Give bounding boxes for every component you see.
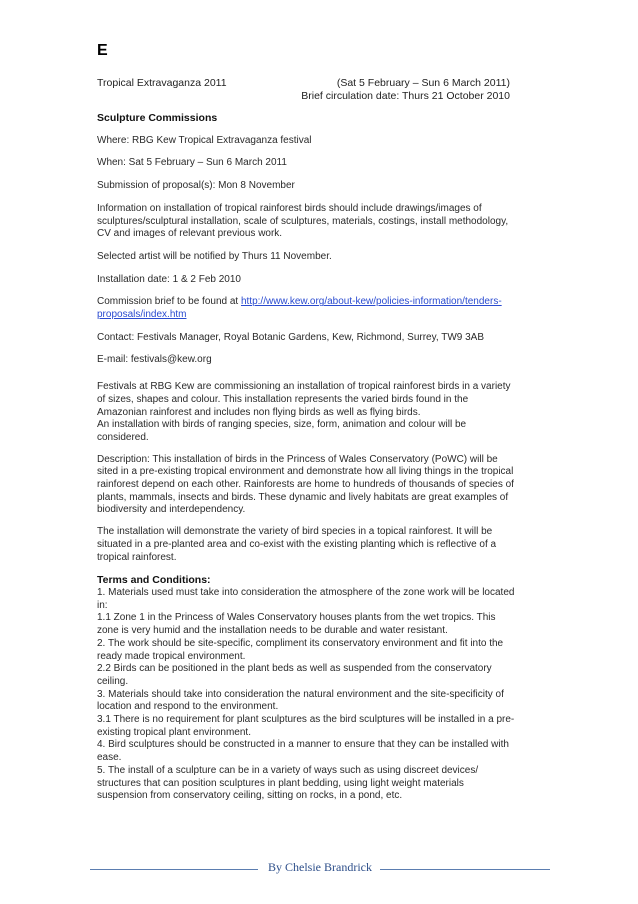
where-line: Where: RBG Kew Tropical Extravaganza festival	[97, 134, 312, 146]
terms-item: 3. Materials should take into consideration the natural environment and the site-specificity of location and respond to the environment.	[97, 688, 504, 713]
header-dates	[301, 77, 510, 103]
footer-author: By Chelsie Brandrick	[268, 860, 372, 874]
event-dates: (Sat 5 February – Sun 6 March 2011)	[336, 77, 510, 89]
email-line: E-mail: festivals@kew.org	[97, 354, 212, 366]
page-title: Sculpture Commissions	[97, 112, 218, 124]
circulation-date: Brief circulation date: Thurs 21 October 2010	[301, 90, 510, 102]
brief-link[interactable]: http://www.kew.org/about-kew/policies-information/tenders-proposals/index.htm	[97, 296, 502, 321]
terms-item: 2. The work should be site-specific, compliment its conservatory environment and fit into the ready made tropical environment.	[97, 637, 504, 662]
when-line: When: Sat 5 February – Sun 6 March 2011	[97, 157, 287, 169]
terms-item: 5. The install of a sculpture can be in a variety of ways such as using discreet devices/ structures that can position sculptures in plant bedding, using light weight materials suspension from conservatory ceiling, sitting on rocks, in a pond, etc.	[97, 764, 479, 802]
contact-line: Contact: Festivals Manager, Royal Botanic Gardens, Kew, Richmond, Surrey, TW9 3AB	[97, 331, 485, 343]
brief-prefix: Commission brief to be found at	[97, 296, 241, 308]
intro-paragraph: Festivals at RBG Kew are commissioning an installation of tropical rainforest birds in a variety of sizes, shapes and colour. This installation represents the varied birds found in the Amazonian rainforest and includes non flying birds as well as flying birds.	[97, 381, 511, 418]
footer-rule-right	[380, 869, 550, 870]
footer	[90, 860, 550, 876]
info-paragraph: Information on installation of tropical rainforest birds should include drawings/images of sculptures/sculptural installation, scale of sculptures, materials, costings, install methodology, CV and images of relevant previous work.	[97, 202, 509, 240]
submission-line: Submission of proposal(s): Mon 8 November	[97, 180, 295, 192]
description-paragraph: Description: This installation of birds in the Princess of Wales Conservatory (PoWC) will be sited in a pre-existing tropical environment and demonstrate how all living things in the tropical rainforest depend on each other. Rainforests are home to hundreds of thousands of species of plants, mammals, insects and birds. These dynamic and lively habitats are great examples of biodiversity and interdependency.	[97, 453, 514, 516]
document-body	[97, 112, 517, 803]
installation-line: Installation date: 1 & 2 Feb 2010	[97, 273, 241, 285]
terms-item: 3.1 There is no requirement for plant sculptures as the bird sculptures will be installed in a pre-existing tropical plant environment.	[97, 714, 515, 738]
terms-title: Terms and Conditions:	[97, 574, 211, 587]
terms-item: 1. Materials used must take into consideration the atmosphere of the zone work will be located in:	[97, 586, 515, 611]
demonstrate-paragraph: The installation will demonstrate the variety of bird species in a topical rainforest. It will be situated in a pre-planted area and co-exist with the existing planting which is reflective of a tropical rainforest.	[97, 526, 497, 563]
brief-line	[97, 296, 517, 321]
terms-item: 4. Bird sculptures should be constructed in a manner to ensure that they can be installed with ease.	[97, 739, 509, 764]
event-title: Tropical Extravaganza 2011	[97, 77, 227, 89]
intro-paragraph-2: An installation with birds of ranging species, size, form, animation and colour will be considered.	[97, 419, 467, 443]
terms-item: 1.1 Zone 1 in the Princess of Wales Conservatory houses plants from the wet tropics. This zone is very humid and the installation needs to be durable and water resistant.	[97, 612, 496, 637]
notified-line: Selected artist will be notified by Thurs 11 November.	[97, 250, 332, 262]
terms-item: 2.2 Birds can be positioned in the plant beds as well as suspended from the conservatory ceiling.	[97, 663, 492, 687]
section-letter: E	[97, 42, 108, 59]
